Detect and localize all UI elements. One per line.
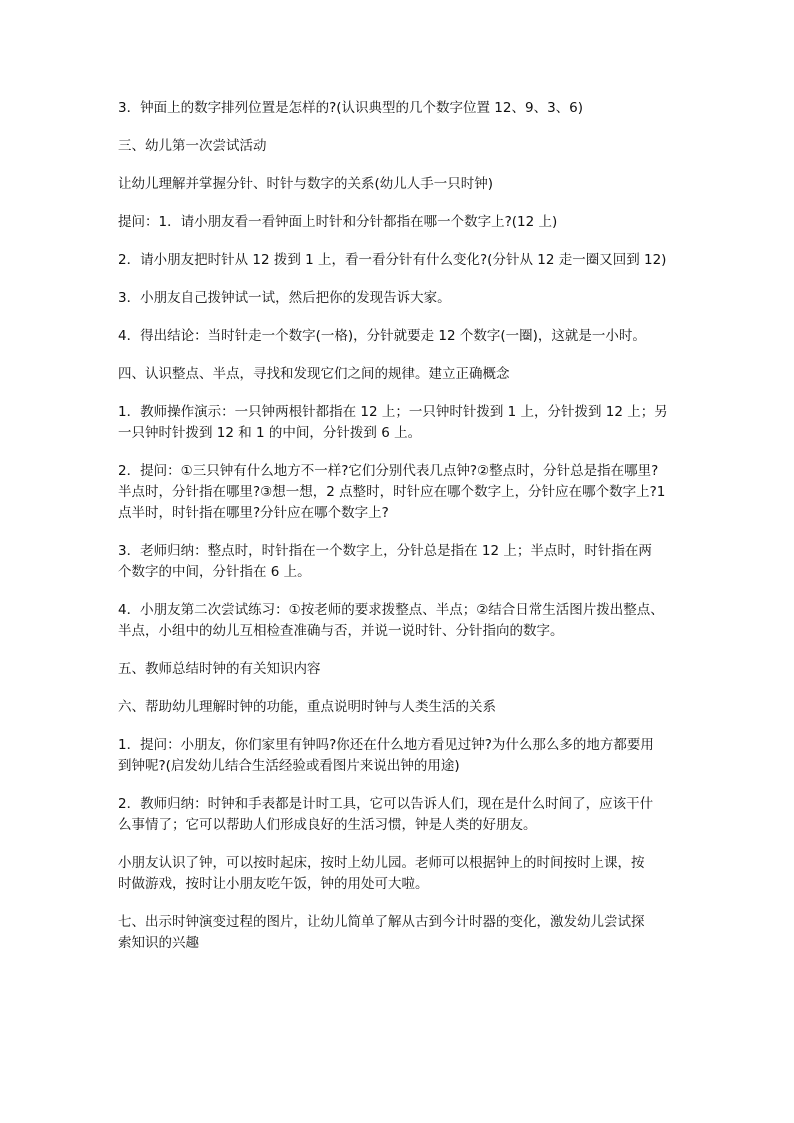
- text-line: 1．教师操作演示：一只钟两根针都指在 12 上；一只钟时针拨到 1 上，分针拨到 12 上；另: [118, 404, 668, 420]
- paragraph-teacher-summary: [118, 541, 684, 583]
- text-line: 提问：1．请小朋友看一看钟面上时针和分针都指在哪一个数字上?(12 上): [118, 214, 558, 230]
- text-line: 时做游戏，按时让小朋友吃午饭，钟的用处可大啦。: [118, 876, 429, 892]
- heading-first-trial-activity: [118, 136, 684, 157]
- text-line: 七、出示时钟演变过程的图片，让幼儿简单了解从古到今计时器的变化，激发幼儿尝试探: [118, 914, 645, 930]
- text-line: 3．老师归纳：整点时，时针指在一个数字上，分针总是指在 12 上；半点时，时针指在两: [118, 543, 652, 559]
- text-line: 4．得出结论：当时针走一个数字(一格)，分针就要走 12 个数字(一圈)，这就是一小时。: [118, 328, 646, 344]
- text-line: 3．小朋友自己拨钟试一试，然后把你的发现告诉大家。: [118, 290, 451, 306]
- paragraph-understand-hands: [118, 174, 684, 195]
- paragraph-question-2: [118, 250, 684, 271]
- paragraph-clock-benefits: [118, 853, 684, 895]
- text-line: 4．小朋友第二次尝试练习：①按老师的要求拨整点、半点；②结合日常生活图片拨出整点、: [118, 602, 664, 618]
- text-line: 让幼儿理解并掌握分针、时针与数字的关系(幼儿人手一只时钟): [118, 176, 494, 192]
- paragraph-questions-three-clocks: [118, 461, 684, 524]
- text-line: 个数字的中间，分针指在 6 上。: [118, 564, 311, 580]
- text-line: 3．钟面上的数字排列位置是怎样的?(认识典型的几个数字位置 12、9、3、6): [118, 100, 584, 116]
- text-line: 点半时，时针指在哪里?分针应在哪个数字上?: [118, 505, 389, 521]
- paragraph-conclusion: [118, 326, 684, 347]
- paragraph-question-clock-use: [118, 735, 684, 777]
- text-line: 小朋友认识了钟，可以按时起床，按时上幼儿园。老师可以根据钟上的时间按时上课，按: [118, 855, 645, 871]
- text-line: 五、教师总结时钟的有关知识内容: [118, 661, 321, 677]
- text-line: 2．提问：①三只钟有什么地方不一样?它们分别代表几点钟?②整点时，分针总是指在哪里?: [118, 463, 659, 479]
- heading-teacher-conclusion: [118, 659, 684, 680]
- text-line: 2．请小朋友把时针从 12 拨到 1 上，看一看分针有什么变化?(分针从 12 走一圈又回到 12): [118, 252, 667, 268]
- heading-whole-and-half-hour: [118, 364, 684, 385]
- text-line: 半点时，分针指在哪里?③想一想，2 点整时，时针应在哪个数字上，分针应在哪个数字上?1: [118, 484, 666, 500]
- paragraph-second-practice: [118, 600, 684, 642]
- text-line: 到钟呢?(启发幼儿结合生活经验或看图片来说出钟的用途): [118, 758, 460, 774]
- document-body: [118, 98, 684, 971]
- heading-clock-function: [118, 697, 684, 718]
- text-line: 三、幼儿第一次尝试活动: [118, 138, 267, 154]
- text-line: 索知识的兴趣: [118, 935, 199, 951]
- paragraph-teacher-demo: [118, 402, 684, 444]
- paragraph-question-1: [118, 212, 684, 233]
- text-line: 六、帮助幼儿理解时钟的功能，重点说明时钟与人类生活的关系: [118, 699, 496, 715]
- text-line: 2．教师归纳：时钟和手表都是计时工具，它可以告诉人们，现在是什么时间了，应该干什: [118, 796, 654, 812]
- text-line: 1．提问：小朋友，你们家里有钟吗?你还在什么地方看见过钟?为什么那么多的地方都要用: [118, 737, 654, 753]
- text-line: 么事情了；它可以帮助人们形成良好的生活习惯，钟是人类的好朋友。: [118, 817, 537, 833]
- heading-clock-evolution: [118, 912, 684, 954]
- text-line: 一只钟时针拨到 12 和 1 的中间，分针拨到 6 上。: [118, 425, 422, 441]
- text-line: 半点，小组中的幼儿互相检查准确与否，并说一说时针、分针指向的数字。: [118, 623, 564, 639]
- text-line: 四、认识整点、半点，寻找和发现它们之间的规律。建立正确概念: [118, 366, 510, 382]
- paragraph-teacher-induction: [118, 794, 684, 836]
- paragraph-clock-number-positions: [118, 98, 684, 119]
- paragraph-try-yourself: [118, 288, 684, 309]
